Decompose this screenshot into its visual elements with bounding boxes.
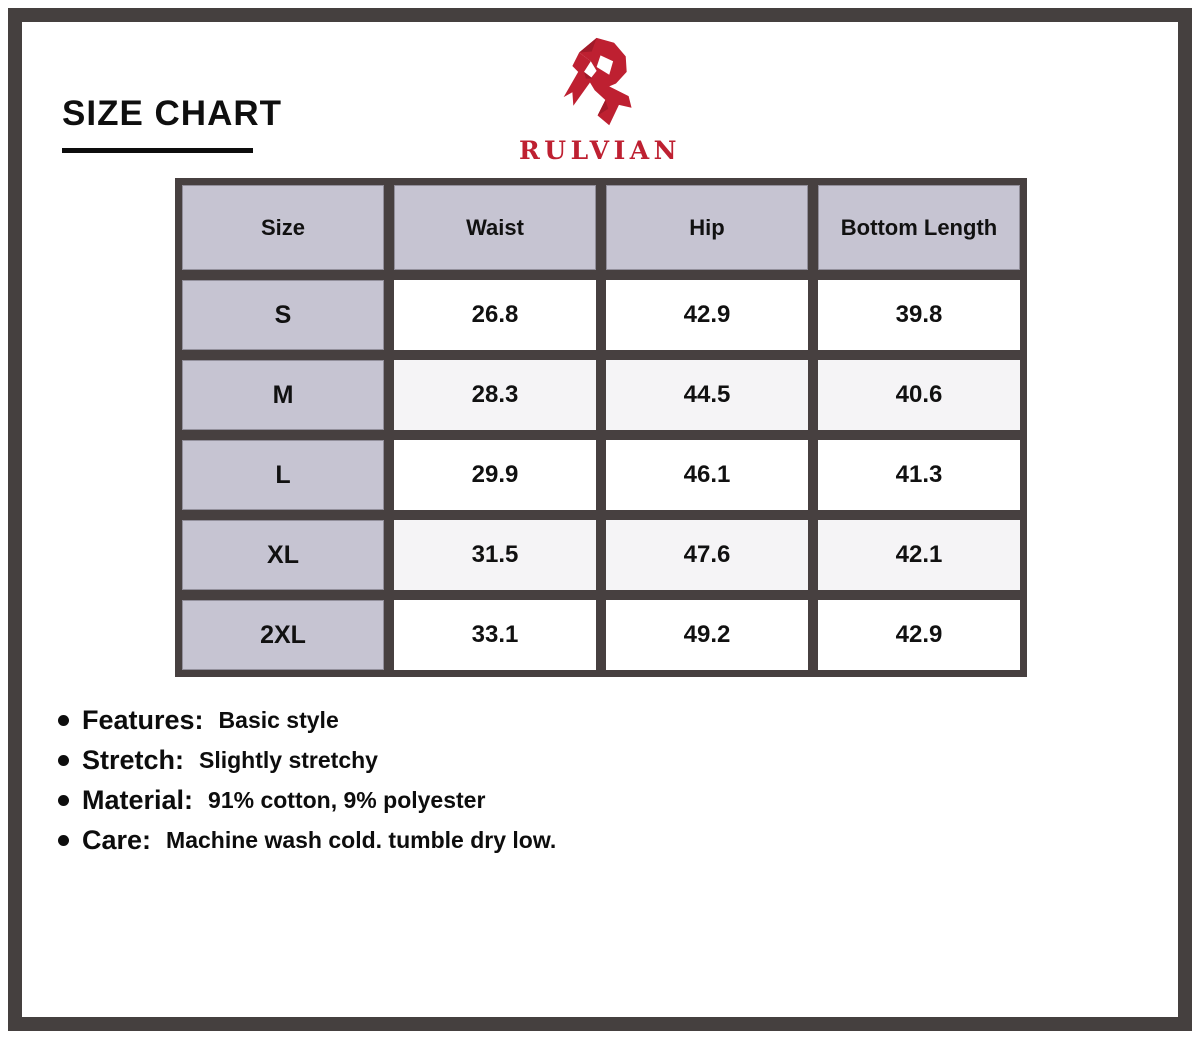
bullet-icon bbox=[58, 795, 69, 806]
value-cell: 44.5 bbox=[606, 360, 808, 430]
value-cell: 46.1 bbox=[606, 440, 808, 510]
bullet-icon bbox=[58, 755, 69, 766]
detail-value: Basic style bbox=[218, 706, 339, 733]
value-cell: 29.9 bbox=[394, 440, 596, 510]
value-cell: 49.2 bbox=[606, 600, 808, 670]
detail-item-stretch bbox=[58, 740, 556, 780]
size-cell: 2XL bbox=[182, 600, 384, 670]
header-cell-bottom-length: Bottom Length bbox=[818, 185, 1020, 270]
header-cell-hip: Hip bbox=[606, 185, 808, 270]
title-underline bbox=[62, 148, 253, 153]
value-cell: 40.6 bbox=[818, 360, 1020, 430]
product-details-list bbox=[58, 700, 556, 860]
detail-label: Features: bbox=[82, 704, 204, 735]
header-cell-waist: Waist bbox=[394, 185, 596, 270]
detail-label: Material: bbox=[82, 784, 194, 815]
detail-value: Slightly stretchy bbox=[199, 746, 378, 773]
value-cell: 26.8 bbox=[394, 280, 596, 350]
value-cell: 33.1 bbox=[394, 600, 596, 670]
value-cell: 41.3 bbox=[818, 440, 1020, 510]
value-cell: 42.1 bbox=[818, 520, 1020, 590]
size-cell: S bbox=[182, 280, 384, 350]
r-monogram-icon bbox=[552, 34, 649, 133]
value-cell: 28.3 bbox=[394, 360, 596, 430]
detail-item-features bbox=[58, 700, 556, 740]
size-cell: L bbox=[182, 440, 384, 510]
value-cell: 42.9 bbox=[606, 280, 808, 350]
detail-label: Care: bbox=[82, 824, 152, 855]
detail-item-material bbox=[58, 780, 556, 820]
brand-name: RULVIAN bbox=[518, 136, 682, 165]
brand-logo bbox=[470, 34, 730, 165]
detail-value: Machine wash cold. tumble dry low. bbox=[166, 826, 557, 853]
bullet-icon bbox=[58, 715, 69, 726]
page-title: SIZE CHART bbox=[62, 94, 282, 133]
value-cell: 47.6 bbox=[606, 520, 808, 590]
value-cell: 39.8 bbox=[818, 280, 1020, 350]
detail-item-care bbox=[58, 820, 556, 860]
detail-label: Stretch: bbox=[82, 744, 185, 775]
size-chart-table bbox=[175, 178, 1027, 677]
header-cell-size: Size bbox=[182, 185, 384, 270]
bullet-icon bbox=[58, 835, 69, 846]
value-cell: 31.5 bbox=[394, 520, 596, 590]
size-cell: XL bbox=[182, 520, 384, 590]
size-cell: M bbox=[182, 360, 384, 430]
value-cell: 42.9 bbox=[818, 600, 1020, 670]
detail-value: 91% cotton, 9% polyester bbox=[208, 786, 486, 813]
